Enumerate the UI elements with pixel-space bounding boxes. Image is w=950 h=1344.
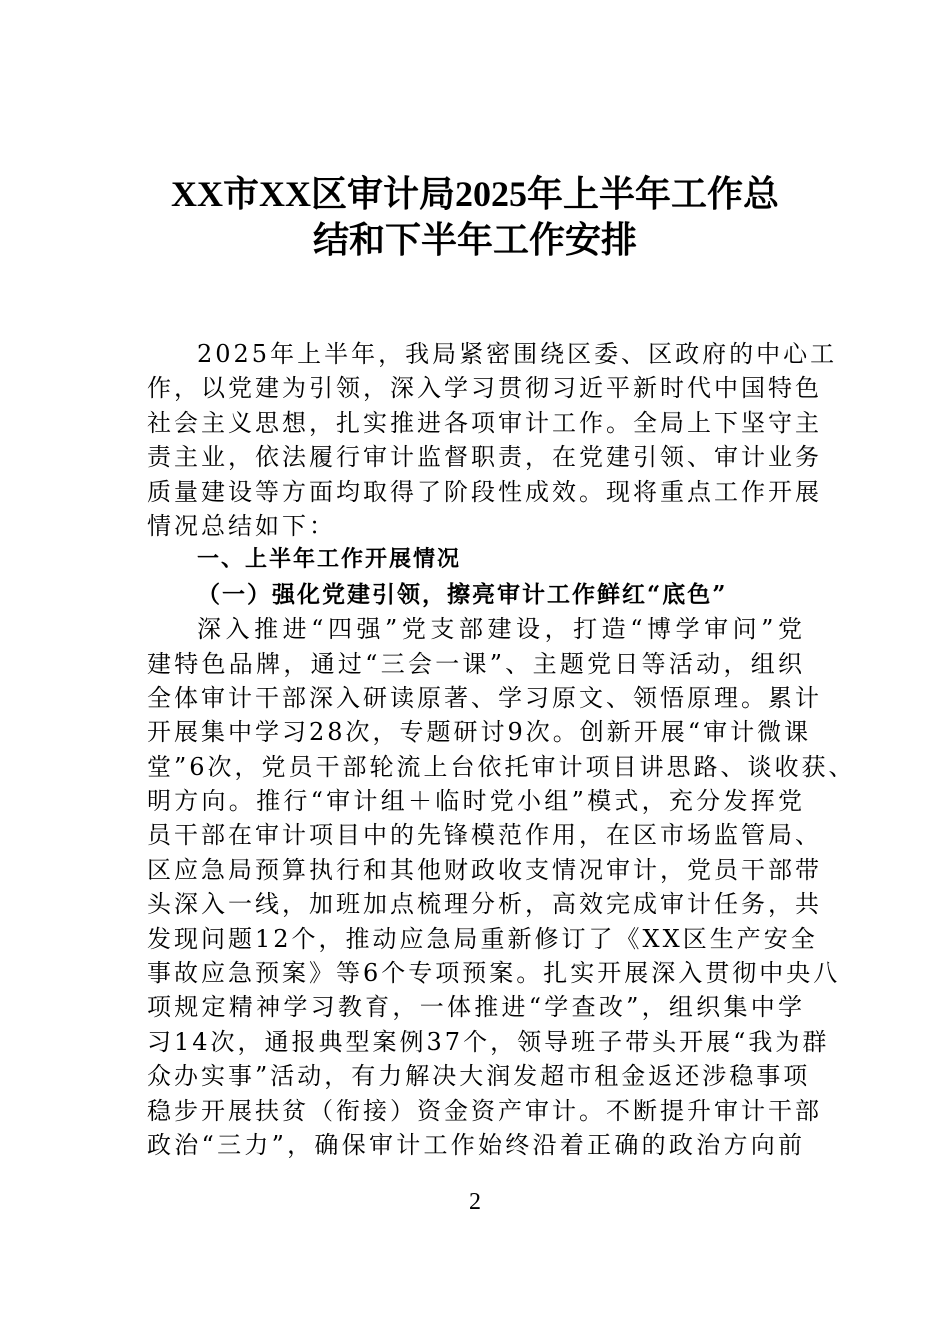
paragraph-line: 员干部在审计项目中的先锋模范作用，在区市场监管局、 <box>147 821 822 850</box>
paragraph-line: 众办实事”活动，有力解决大润发超市租金返还涉稳事项 <box>147 1062 811 1091</box>
paragraph-line: 明方向。推行“审计组＋临时党小组”模式，充分发挥党 <box>147 787 805 816</box>
paragraph-line: 堂”6次，党员干部轮流上台依托审计项目讲思路、谈收获、 <box>147 752 856 781</box>
paragraph-line: 责主业，依法履行审计监督职责，在党建引领、审计业务 <box>147 443 822 472</box>
paragraph-line: 开展集中学习28次，专题研讨9次。创新开展“审计微课 <box>147 718 812 747</box>
subsection-heading: （一）强化党建引领，擦亮审计工作鲜红“底色” <box>197 580 728 608</box>
document-title-line-1: XX市XX区审计局2025年上半年工作总 <box>171 174 779 214</box>
paragraph-line: 建特色品牌，通过“三会一课”、主题党日等活动，组织 <box>147 649 805 678</box>
paragraph-line: 发现问题12个，推动应急局重新修订了《XX区生产安全 <box>147 924 818 953</box>
paragraph-line: 区应急局预算执行和其他财政收支情况审计，党员干部带 <box>147 855 822 884</box>
section-heading: 一、上半年工作开展情况 <box>197 547 462 573</box>
paragraph-line: 习14次，通报典型案例37个，领导班子带头开展“我为群 <box>147 1027 830 1056</box>
paragraph-line: 稳步开展扶贫（衔接）资金资产审计。不断提升审计干部 <box>147 1096 822 1125</box>
paragraph-line: 情况总结如下： <box>147 511 336 540</box>
paragraph-line: 深入推进“四强”党支部建设，打造“博学审问”党 <box>197 615 805 644</box>
paragraph-line: 政治“三力”，确保审计工作始终沿着正确的政治方向前 <box>147 1130 805 1159</box>
paragraph-line: 全体审计干部深入研读原著、学习原文、领悟原理。累计 <box>147 683 822 712</box>
paragraph-line: 2025年上半年，我局紧密围绕区委、区政府的中心工 <box>197 340 838 368</box>
paragraph-line: 头深入一线，加班加点梳理分析，高效完成审计任务，共 <box>147 890 822 919</box>
paragraph-line: 作，以党建为引领，深入学习贯彻习近平新时代中国特色 <box>147 374 822 403</box>
paragraph-line: 事故应急预案》等6个专项预案。扎实开展深入贯彻中央八 <box>147 959 841 988</box>
paragraph-line: 质量建设等方面均取得了阶段性成效。现将重点工作开展 <box>147 477 822 506</box>
document-body <box>147 337 856 1162</box>
paragraph-line: 项规定精神学习教育，一体推进“学查改”，组织集中学 <box>147 993 805 1022</box>
paragraph-line: 社会主义思想，扎实推进各项审计工作。全局上下坚守主 <box>147 408 822 437</box>
page-number: 2 <box>469 1189 481 1215</box>
document-title-line-2: 结和下半年工作安排 <box>312 220 637 260</box>
